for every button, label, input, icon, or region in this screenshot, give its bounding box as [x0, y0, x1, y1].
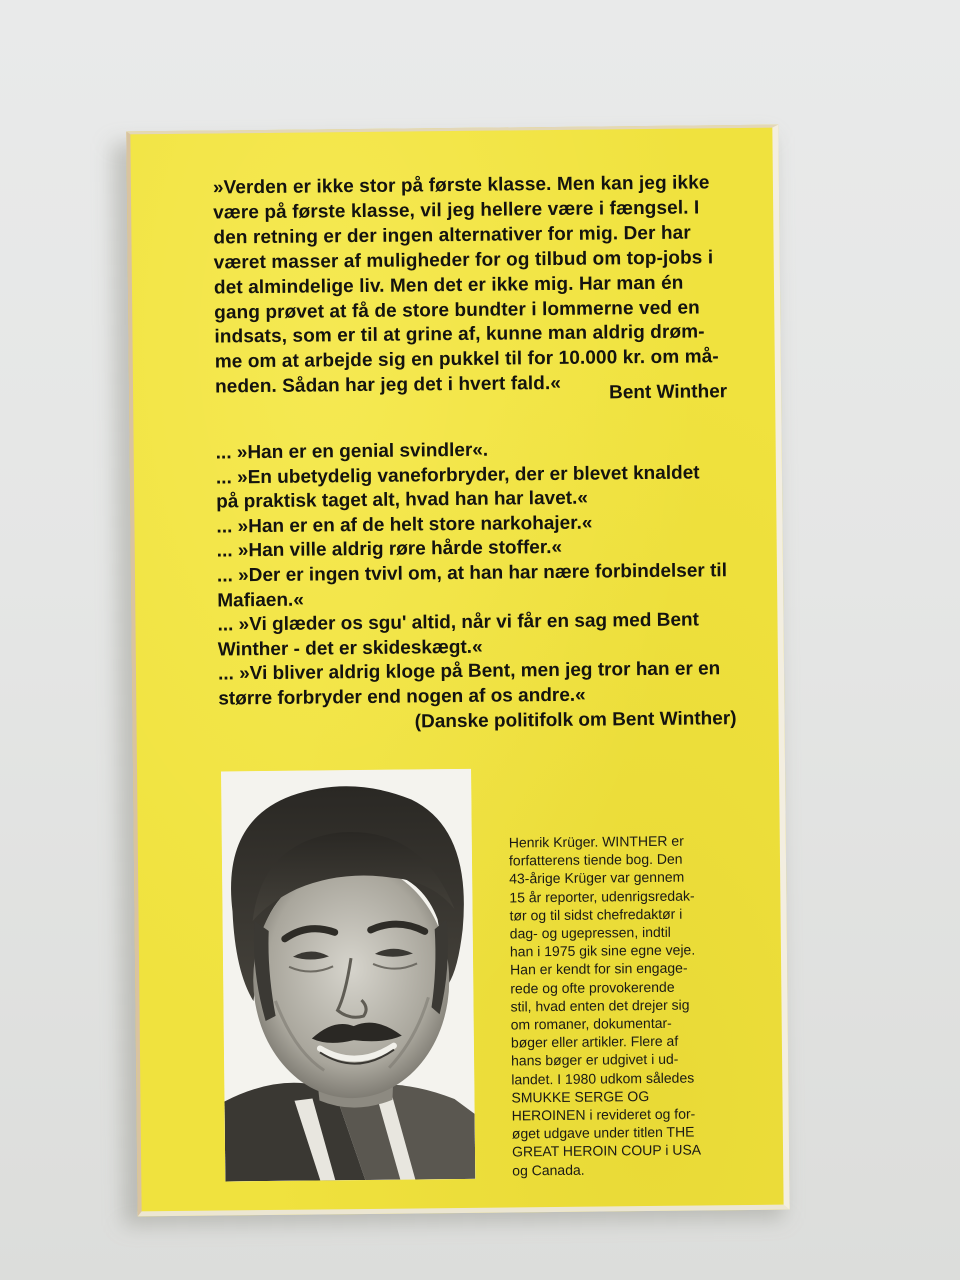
police-quote-line: Mafiaen.«: [217, 589, 304, 612]
author-bio: [509, 831, 753, 1179]
winther-quote: [213, 171, 745, 401]
book-back-cover: [126, 125, 789, 1217]
bio-line: stil, hvad enten det drejer sig: [510, 996, 690, 1015]
police-quote-line: ... »Vi bliver aldrig kloge på Bent, men jeg tror han er en: [217, 658, 721, 685]
quote-line: gang prøvet at få de store bundter i lommerne ved en: [214, 296, 700, 324]
bio-line: 43-årige Krüger var gennem: [509, 869, 685, 887]
bio-line: GREAT HEROIN COUP i USA: [511, 1141, 702, 1160]
bio-line: 15 år reporter, udenrigsredak-: [509, 887, 695, 906]
bio-line: øget udgave under titlen THE: [511, 1123, 695, 1142]
bio-line: han i 1975 gik sine egne veje.: [509, 941, 696, 960]
quote-line: være på første klasse, vil jeg hellere være i fængsel. I: [213, 197, 700, 224]
police-quote-line: ... »Vi glæder os sgu' altid, når vi får en sag med Bent: [217, 609, 700, 636]
bio-line: og Canada.: [512, 1161, 585, 1179]
quote-line: været masser af muligheder for og tilbud om top-jobs i: [213, 247, 714, 274]
bio-line: tør og til sidst chefredaktør i: [509, 905, 683, 924]
bio-line: HEROINEN i revideret og for-: [511, 1105, 696, 1124]
police-attribution: (Danske politifolk om Bent Winther): [414, 708, 737, 733]
quote-line: neden. Sådan har jeg det i hvert fald.«: [214, 373, 562, 398]
bio-line: Han er kendt for sin engage-: [510, 960, 688, 978]
bio-line: hans bøger er udgivet i ud-: [511, 1051, 679, 1069]
police-quote-line: på praktisk taget alt, hvad han har lavet.«: [216, 487, 589, 513]
author-photo: [221, 769, 475, 1182]
bio-line: landet. I 1980 udkom således: [511, 1069, 695, 1088]
bio-line: bøger eller artikler. Flere af: [510, 1032, 679, 1051]
police-quote-line: Winther - det er skideskægt.«: [217, 636, 483, 661]
bio-line: Henrik Krüger. WINTHER er: [508, 832, 684, 851]
bio-line: forfatterens tiende bog. Den: [508, 850, 683, 869]
bio-line: om romaner, dokumentar-: [510, 1014, 672, 1033]
bio-line: rede og ofte provokerende: [510, 978, 675, 997]
bio-line: SMUKKE SERGE OG: [511, 1087, 650, 1106]
quote-attribution: Bent Winther: [608, 381, 728, 404]
quote-line: »Verden er ikke stor på første klasse. Men kan jeg ikke: [212, 172, 710, 199]
quote-line: den retning er der ingen alternativer for mig. Der har: [213, 222, 691, 249]
police-quote-line: ... »Han er en genial svindler«.: [215, 439, 489, 464]
quote-line: indsats, som er til at grine af, kunne man aldrig drøm-: [214, 321, 705, 348]
police-quote-line: ... »Han er en af de helt store narkohajer.«: [216, 512, 593, 538]
police-quotes: [216, 436, 749, 712]
police-quote-line: ... »Han ville aldrig røre hårde stoffer.«: [216, 537, 563, 562]
police-quote-line: ... »Der er ingen tvivl om, at han har nære forbindelser til: [216, 560, 728, 587]
police-quote-line: større forbryder end nogen af os andre.«: [218, 684, 586, 710]
police-quote-line: ... »En ubetydelig vaneforbryder, der er blevet knaldet: [215, 462, 700, 489]
bio-line: dag- og ugepressen, indtil: [509, 923, 671, 942]
quote-line: det almindelige liv. Men det er ikke mig. Har man én: [213, 272, 684, 299]
quote-line: me om at arbejde sig en pukkel til for 10.000 kr. om må-: [214, 346, 719, 373]
